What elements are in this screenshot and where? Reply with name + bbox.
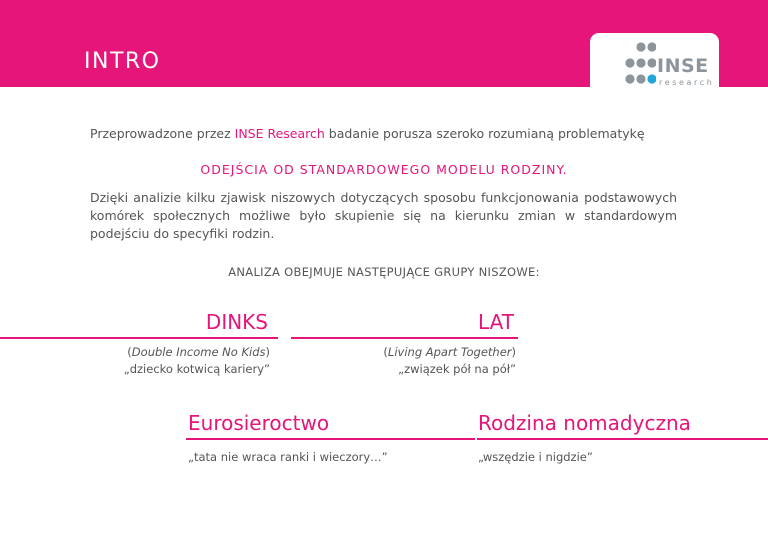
group-title-dinks: DINKS [205,310,268,334]
expansion-lat: Living Apart Together [387,345,512,359]
rule-nomad [477,438,768,440]
headline: ODEJŚCIA OD STANDARDOWEGO MODELU RODZINY. [200,162,568,177]
quote-nomad: „wszędzie i nigdzie” [478,450,593,464]
rule-dinks [0,337,278,339]
logo-subtitle: research [659,78,715,87]
inse-research-logo [590,33,719,103]
quote-dinks: „dziecko kotwicą kariery” [123,362,270,376]
logo-name: INSE [657,55,709,77]
group-title-euro: Eurosieroctwo [188,411,330,435]
page-title: INTRO [84,49,161,74]
intro-before: Przeprowadzone przez [90,126,235,141]
description-paragraph: Dzięki analizie kilku zjawisk niszowych dotyczących sposobu funkcjonowania podstawowych komórek społecznych możliwe było skupienie się na kierunku zmian w standardowym podejściu do specyfiki rodzin. [90,190,677,241]
group-desc-dinks: (Double Income No Kids) „dziecko kotwicą kariery” [123,345,270,376]
expansion-dinks: Double Income No Kids [131,345,266,359]
group-title-nomad: Rodzina nomadyczna [478,411,691,435]
intro-after: badanie porusza szeroko rozumianą problematykę [324,126,645,141]
intro-highlight: INSE Research [234,126,325,141]
quote-lat: „związek pół na pół” [398,362,516,376]
quote-euro: „tata nie wraca ranki i wieczory…” [188,450,388,464]
group-title-lat: LAT [478,310,514,334]
rule-euro [186,438,475,440]
groups-subheading: ANALIZA OBEJMUJE NASTĘPUJĄCE GRUPY NISZOWE: [228,265,540,279]
group-desc-lat: (Living Apart Together) „związek pół na pół” [383,345,516,376]
logo-dots-icon [606,41,656,93]
intro-sentence [90,126,710,141]
rule-lat [291,337,518,339]
